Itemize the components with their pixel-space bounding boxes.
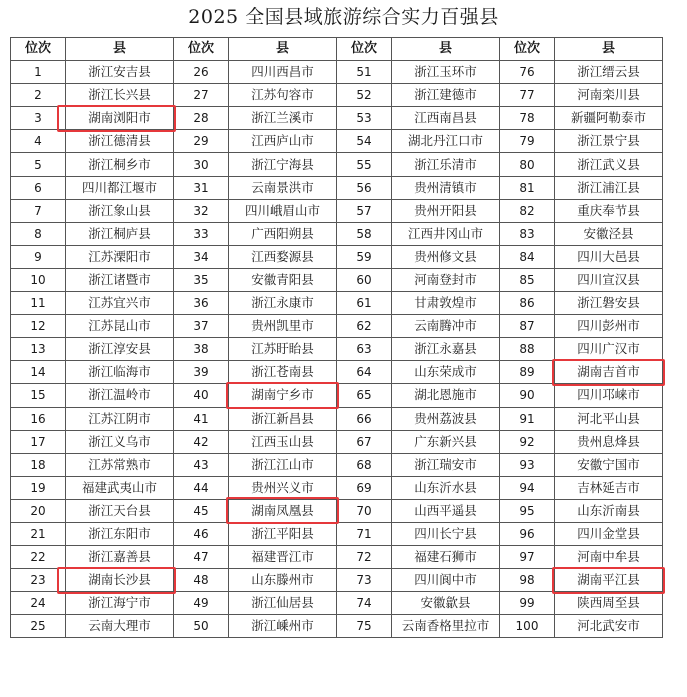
rank-cell: 66 — [337, 407, 392, 430]
rank-cell: 46 — [174, 522, 229, 545]
table-row — [11, 361, 663, 384]
rank-cell: 17 — [11, 430, 66, 453]
county-cell: 江西南昌县 — [392, 107, 500, 130]
rank-cell: 85 — [500, 268, 555, 291]
rank-cell: 54 — [337, 130, 392, 153]
county-cell: 浙江武义县 — [555, 153, 663, 176]
county-cell: 浙江苍南县 — [229, 361, 337, 384]
county-cell: 四川峨眉山市 — [229, 199, 337, 222]
rank-cell: 51 — [337, 61, 392, 84]
rank-cell: 68 — [337, 453, 392, 476]
table-row — [11, 407, 663, 430]
table-row — [11, 268, 663, 291]
rank-cell: 93 — [500, 453, 555, 476]
rank-header: 位次 — [500, 38, 555, 61]
rank-cell: 53 — [337, 107, 392, 130]
rank-cell: 1 — [11, 61, 66, 84]
county-cell: 浙江象山县 — [66, 199, 174, 222]
rank-cell: 82 — [500, 199, 555, 222]
county-cell: 安徽泾县 — [555, 222, 663, 245]
county-cell: 江苏昆山市 — [66, 315, 174, 338]
rank-cell: 78 — [500, 107, 555, 130]
county-cell: 浙江嘉善县 — [66, 546, 174, 569]
rank-cell: 79 — [500, 130, 555, 153]
county-cell: 贵州荔波县 — [392, 407, 500, 430]
county-cell: 浙江浦江县 — [555, 176, 663, 199]
rank-cell: 37 — [174, 315, 229, 338]
county-cell: 浙江安吉县 — [66, 61, 174, 84]
county-cell: 四川金堂县 — [555, 522, 663, 545]
county-cell: 江西婺源县 — [229, 245, 337, 268]
county-cell: 福建石狮市 — [392, 546, 500, 569]
county-cell: 河南登封市 — [392, 268, 500, 291]
rank-cell: 9 — [11, 245, 66, 268]
rank-cell: 30 — [174, 153, 229, 176]
rank-cell: 31 — [174, 176, 229, 199]
rank-cell: 6 — [11, 176, 66, 199]
county-cell: 湖南吉首市 — [555, 361, 663, 384]
rank-cell: 81 — [500, 176, 555, 199]
rank-cell: 43 — [174, 453, 229, 476]
county-cell: 贵州修文县 — [392, 245, 500, 268]
table-body — [11, 61, 663, 638]
rank-cell: 44 — [174, 476, 229, 499]
county-cell: 浙江缙云县 — [555, 61, 663, 84]
county-cell: 河北武安市 — [555, 615, 663, 638]
rank-cell: 32 — [174, 199, 229, 222]
county-cell: 安徽宁国市 — [555, 453, 663, 476]
rank-cell: 95 — [500, 499, 555, 522]
rank-cell: 14 — [11, 361, 66, 384]
county-cell: 浙江临海市 — [66, 361, 174, 384]
rank-cell: 25 — [11, 615, 66, 638]
county-cell: 四川阆中市 — [392, 569, 500, 592]
county-cell: 浙江天台县 — [66, 499, 174, 522]
rank-header: 位次 — [174, 38, 229, 61]
rank-cell: 48 — [174, 569, 229, 592]
table-row — [11, 315, 663, 338]
rank-cell: 72 — [337, 546, 392, 569]
table-row — [11, 546, 663, 569]
rank-cell: 62 — [337, 315, 392, 338]
rank-cell: 36 — [174, 292, 229, 315]
table-row — [11, 569, 663, 592]
rank-cell: 42 — [174, 430, 229, 453]
rank-cell: 50 — [174, 615, 229, 638]
rank-cell: 29 — [174, 130, 229, 153]
county-cell: 湖南长沙县 — [66, 569, 174, 592]
table-row — [11, 384, 663, 407]
rank-cell: 21 — [11, 522, 66, 545]
table-row — [11, 453, 663, 476]
rank-cell: 28 — [174, 107, 229, 130]
rank-cell: 63 — [337, 338, 392, 361]
rank-cell: 27 — [174, 84, 229, 107]
county-cell: 福建晋江市 — [229, 546, 337, 569]
county-cell: 江苏宜兴市 — [66, 292, 174, 315]
county-cell: 山东滕州市 — [229, 569, 337, 592]
county-cell: 浙江德清县 — [66, 130, 174, 153]
rank-cell: 71 — [337, 522, 392, 545]
county-cell: 浙江桐庐县 — [66, 222, 174, 245]
county-cell: 福建武夷山市 — [66, 476, 174, 499]
table-row — [11, 130, 663, 153]
county-cell: 浙江海宁市 — [66, 592, 174, 615]
county-cell: 浙江淳安县 — [66, 338, 174, 361]
rank-cell: 10 — [11, 268, 66, 291]
table-row — [11, 522, 663, 545]
county-cell: 贵州息烽县 — [555, 430, 663, 453]
county-cell: 四川大邑县 — [555, 245, 663, 268]
county-cell: 山东荣成市 — [392, 361, 500, 384]
county-cell: 重庆奉节县 — [555, 199, 663, 222]
rank-cell: 92 — [500, 430, 555, 453]
rank-cell: 40 — [174, 384, 229, 407]
rank-cell: 12 — [11, 315, 66, 338]
county-cell: 浙江嵊州市 — [229, 615, 337, 638]
rank-cell: 23 — [11, 569, 66, 592]
rank-cell: 34 — [174, 245, 229, 268]
table-row — [11, 338, 663, 361]
rank-cell: 5 — [11, 153, 66, 176]
rank-cell: 2 — [11, 84, 66, 107]
rank-cell: 55 — [337, 153, 392, 176]
rank-cell: 35 — [174, 268, 229, 291]
county-cell: 陕西周至县 — [555, 592, 663, 615]
county-cell: 广西阳朔县 — [229, 222, 337, 245]
county-cell: 江苏溧阳市 — [66, 245, 174, 268]
county-cell: 浙江宁海县 — [229, 153, 337, 176]
rank-cell: 86 — [500, 292, 555, 315]
rank-cell: 89 — [500, 361, 555, 384]
county-cell: 浙江景宁县 — [555, 130, 663, 153]
county-cell: 湖南浏阳市 — [66, 107, 174, 130]
county-cell: 云南香格里拉市 — [392, 615, 500, 638]
rank-cell: 60 — [337, 268, 392, 291]
rank-cell: 98 — [500, 569, 555, 592]
county-cell: 浙江新昌县 — [229, 407, 337, 430]
rank-cell: 11 — [11, 292, 66, 315]
table-row — [11, 176, 663, 199]
rank-cell: 75 — [337, 615, 392, 638]
county-cell: 甘肃敦煌市 — [392, 292, 500, 315]
county-cell: 四川宣汉县 — [555, 268, 663, 291]
county-cell: 四川西昌市 — [229, 61, 337, 84]
county-cell: 云南景洪市 — [229, 176, 337, 199]
county-cell: 浙江温岭市 — [66, 384, 174, 407]
table-row — [11, 153, 663, 176]
county-cell: 河北平山县 — [555, 407, 663, 430]
county-cell: 浙江桐乡市 — [66, 153, 174, 176]
table-row — [11, 592, 663, 615]
county-cell: 浙江义乌市 — [66, 430, 174, 453]
county-cell: 江苏盱眙县 — [229, 338, 337, 361]
rank-cell: 4 — [11, 130, 66, 153]
rank-cell: 90 — [500, 384, 555, 407]
rank-cell: 7 — [11, 199, 66, 222]
rank-cell: 57 — [337, 199, 392, 222]
county-cell: 四川彭州市 — [555, 315, 663, 338]
county-cell: 贵州兴义市 — [229, 476, 337, 499]
county-cell: 河南中牟县 — [555, 546, 663, 569]
county-cell: 江西井冈山市 — [392, 222, 500, 245]
rank-cell: 38 — [174, 338, 229, 361]
rank-cell: 15 — [11, 384, 66, 407]
county-cell: 湖南宁乡市 — [229, 384, 337, 407]
county-cell: 江苏句容市 — [229, 84, 337, 107]
county-cell: 安徽歙县 — [392, 592, 500, 615]
rank-cell: 88 — [500, 338, 555, 361]
county-cell: 四川长宁县 — [392, 522, 500, 545]
rank-cell: 19 — [11, 476, 66, 499]
county-cell: 湖南平江县 — [555, 569, 663, 592]
rank-header: 位次 — [337, 38, 392, 61]
rank-cell: 69 — [337, 476, 392, 499]
rank-cell: 3 — [11, 107, 66, 130]
table-row — [11, 292, 663, 315]
county-cell: 湖北恩施市 — [392, 384, 500, 407]
rank-cell: 13 — [11, 338, 66, 361]
table-row — [11, 61, 663, 84]
county-cell: 贵州清镇市 — [392, 176, 500, 199]
county-cell: 浙江瑞安市 — [392, 453, 500, 476]
county-cell: 江苏常熟市 — [66, 453, 174, 476]
rank-cell: 20 — [11, 499, 66, 522]
county-cell: 浙江诸暨市 — [66, 268, 174, 291]
county-cell: 湖南凤凰县 — [229, 499, 337, 522]
county-header: 县 — [66, 38, 174, 61]
rank-cell: 65 — [337, 384, 392, 407]
rank-cell: 41 — [174, 407, 229, 430]
county-cell: 贵州凯里市 — [229, 315, 337, 338]
table-row — [11, 476, 663, 499]
rank-cell: 94 — [500, 476, 555, 499]
rank-cell: 22 — [11, 546, 66, 569]
county-cell: 浙江长兴县 — [66, 84, 174, 107]
table-row — [11, 245, 663, 268]
county-cell: 山东沂南县 — [555, 499, 663, 522]
rank-cell: 67 — [337, 430, 392, 453]
county-cell: 四川邛崃市 — [555, 384, 663, 407]
rank-cell: 100 — [500, 615, 555, 638]
county-cell: 浙江建德市 — [392, 84, 500, 107]
county-cell: 广东新兴县 — [392, 430, 500, 453]
rank-cell: 80 — [500, 153, 555, 176]
table-row — [11, 615, 663, 638]
rank-cell: 56 — [337, 176, 392, 199]
county-cell: 山东沂水县 — [392, 476, 500, 499]
county-header: 县 — [392, 38, 500, 61]
rank-cell: 24 — [11, 592, 66, 615]
county-cell: 浙江东阳市 — [66, 522, 174, 545]
table-row — [11, 107, 663, 130]
rank-cell: 76 — [500, 61, 555, 84]
rank-cell: 97 — [500, 546, 555, 569]
rank-cell: 26 — [174, 61, 229, 84]
rank-cell: 59 — [337, 245, 392, 268]
table-row — [11, 84, 663, 107]
county-cell: 吉林延吉市 — [555, 476, 663, 499]
rank-header: 位次 — [11, 38, 66, 61]
county-header: 县 — [555, 38, 663, 61]
county-cell: 河南栾川县 — [555, 84, 663, 107]
rank-cell: 87 — [500, 315, 555, 338]
ranking-table — [10, 37, 663, 638]
rank-cell: 39 — [174, 361, 229, 384]
county-cell: 安徽青阳县 — [229, 268, 337, 291]
table-row — [11, 430, 663, 453]
county-cell: 江西玉山县 — [229, 430, 337, 453]
county-cell: 云南腾冲市 — [392, 315, 500, 338]
rank-cell: 58 — [337, 222, 392, 245]
county-cell: 贵州开阳县 — [392, 199, 500, 222]
rank-cell: 83 — [500, 222, 555, 245]
rank-cell: 61 — [337, 292, 392, 315]
county-cell: 四川广汉市 — [555, 338, 663, 361]
rank-cell: 47 — [174, 546, 229, 569]
county-cell: 江苏江阴市 — [66, 407, 174, 430]
rank-cell: 18 — [11, 453, 66, 476]
rank-cell: 8 — [11, 222, 66, 245]
county-header: 县 — [229, 38, 337, 61]
rank-cell: 64 — [337, 361, 392, 384]
county-cell: 浙江乐清市 — [392, 153, 500, 176]
rank-cell: 73 — [337, 569, 392, 592]
county-cell: 浙江永嘉县 — [392, 338, 500, 361]
rank-cell: 52 — [337, 84, 392, 107]
county-cell: 湖北丹江口市 — [392, 130, 500, 153]
rank-cell: 70 — [337, 499, 392, 522]
table-row — [11, 499, 663, 522]
county-cell: 新疆阿勒泰市 — [555, 107, 663, 130]
rank-cell: 99 — [500, 592, 555, 615]
rank-cell: 84 — [500, 245, 555, 268]
county-cell: 浙江兰溪市 — [229, 107, 337, 130]
table-row — [11, 199, 663, 222]
rank-cell: 49 — [174, 592, 229, 615]
page-title: 2025 全国县域旅游综合实力百强县 — [188, 6, 499, 28]
county-cell: 四川都江堰市 — [66, 176, 174, 199]
rank-cell: 16 — [11, 407, 66, 430]
county-cell: 浙江磐安县 — [555, 292, 663, 315]
rank-cell: 96 — [500, 522, 555, 545]
county-cell: 云南大理市 — [66, 615, 174, 638]
county-cell: 浙江永康市 — [229, 292, 337, 315]
county-cell: 浙江平阳县 — [229, 522, 337, 545]
rank-cell: 74 — [337, 592, 392, 615]
header-row — [11, 38, 663, 61]
rank-cell: 33 — [174, 222, 229, 245]
county-cell: 浙江江山市 — [229, 453, 337, 476]
rank-cell: 45 — [174, 499, 229, 522]
rank-cell: 77 — [500, 84, 555, 107]
county-cell: 江西庐山市 — [229, 130, 337, 153]
rank-cell: 91 — [500, 407, 555, 430]
county-cell: 浙江仙居县 — [229, 592, 337, 615]
county-cell: 山西平遥县 — [392, 499, 500, 522]
county-cell: 浙江玉环市 — [392, 61, 500, 84]
table-row — [11, 222, 663, 245]
